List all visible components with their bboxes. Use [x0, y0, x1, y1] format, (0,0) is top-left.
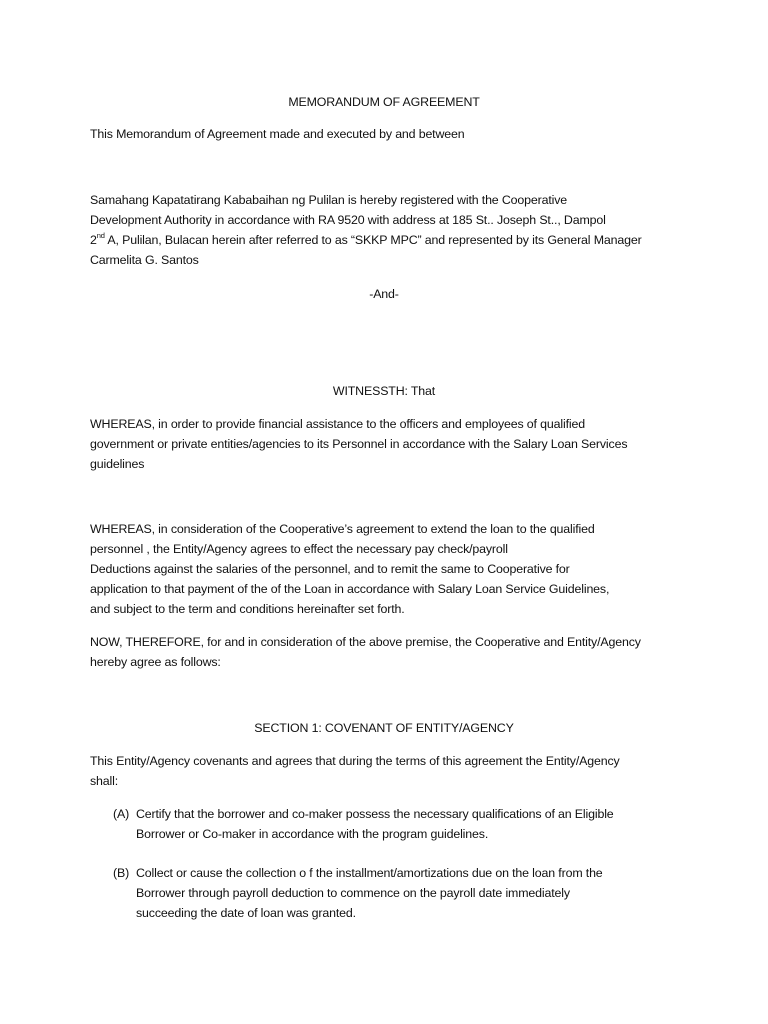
paragraph-line: government or private entities/agencies to its Personnel in accordance with the Salary Loan Services	[90, 437, 628, 451]
paragraph-line	[90, 233, 642, 248]
paragraph-line: and subject to the term and conditions hereinafter set forth.	[90, 602, 405, 616]
paragraph-line: WHEREAS, in order to provide financial assistance to the officers and employees of qualified	[90, 417, 585, 431]
ordinal-suffix: nd	[96, 231, 105, 241]
item-line: Collect or cause the collection o f the installment/amortizations due on the loan from the	[136, 866, 603, 880]
paragraph-line: Carmelita G. Santos	[90, 253, 199, 267]
paragraph-line: This Entity/Agency covenants and agrees that during the terms of this agreement the Entity/Agency	[90, 754, 620, 768]
paragraph-line: application to that payment of the of the Loan in accordance with Salary Loan Service Guidelines,	[90, 582, 610, 596]
ordinal-number: 2	[90, 233, 97, 247]
section1-heading: SECTION 1: COVENANT OF ENTITY/AGENCY	[254, 721, 514, 735]
paragraph-line: NOW, THEREFORE, for and in consideration of the above premise, the Cooperative and Entity/Agency	[90, 635, 641, 649]
paragraph-line: Development Authority in accordance with RA 9520 with address at 185 St.. Joseph St.., Dampol	[90, 213, 606, 227]
item-line: Borrower or Co-maker in accordance with the program guidelines.	[136, 827, 489, 841]
paragraph-line: personnel , the Entity/Agency agrees to effect the necessary pay check/payroll	[90, 542, 508, 556]
and-separator: -And-	[369, 287, 399, 301]
witnesseth-heading: WITNESSTH: That	[332, 384, 436, 398]
paragraph-line: Samahang Kapatatirang Kababaihan ng Pulilan is hereby registered with the Cooperative	[90, 193, 568, 207]
paragraph-line: Deductions against the salaries of the personnel, and to remit the same to Cooperative for	[90, 562, 570, 576]
paragraph-line: guidelines	[90, 457, 145, 471]
item-line: Borrower through payroll deduction to commence on the payroll date immediately	[136, 886, 570, 900]
item-line: Certify that the borrower and co-maker possess the necessary qualifications of an Eligible	[136, 807, 614, 821]
item-letter: (B)	[113, 866, 130, 880]
item-line: succeeding the date of loan was granted.	[136, 906, 356, 920]
item-letter: (A)	[113, 807, 130, 821]
document-title: MEMORANDUM OF AGREEMENT	[288, 95, 480, 109]
paragraph-line: WHEREAS, in consideration of the Cooperative’s agreement to extend the loan to the qualified	[90, 522, 595, 536]
paragraph-line: shall:	[90, 774, 119, 788]
paragraph-text: A, Pulilan, Bulacan herein after referred to as “SKKP MPC” and represented by its General Manager	[104, 233, 642, 247]
intro-line: This Memorandum of Agreement made and executed by and between	[90, 127, 465, 141]
paragraph-line: hereby agree as follows:	[90, 655, 221, 669]
